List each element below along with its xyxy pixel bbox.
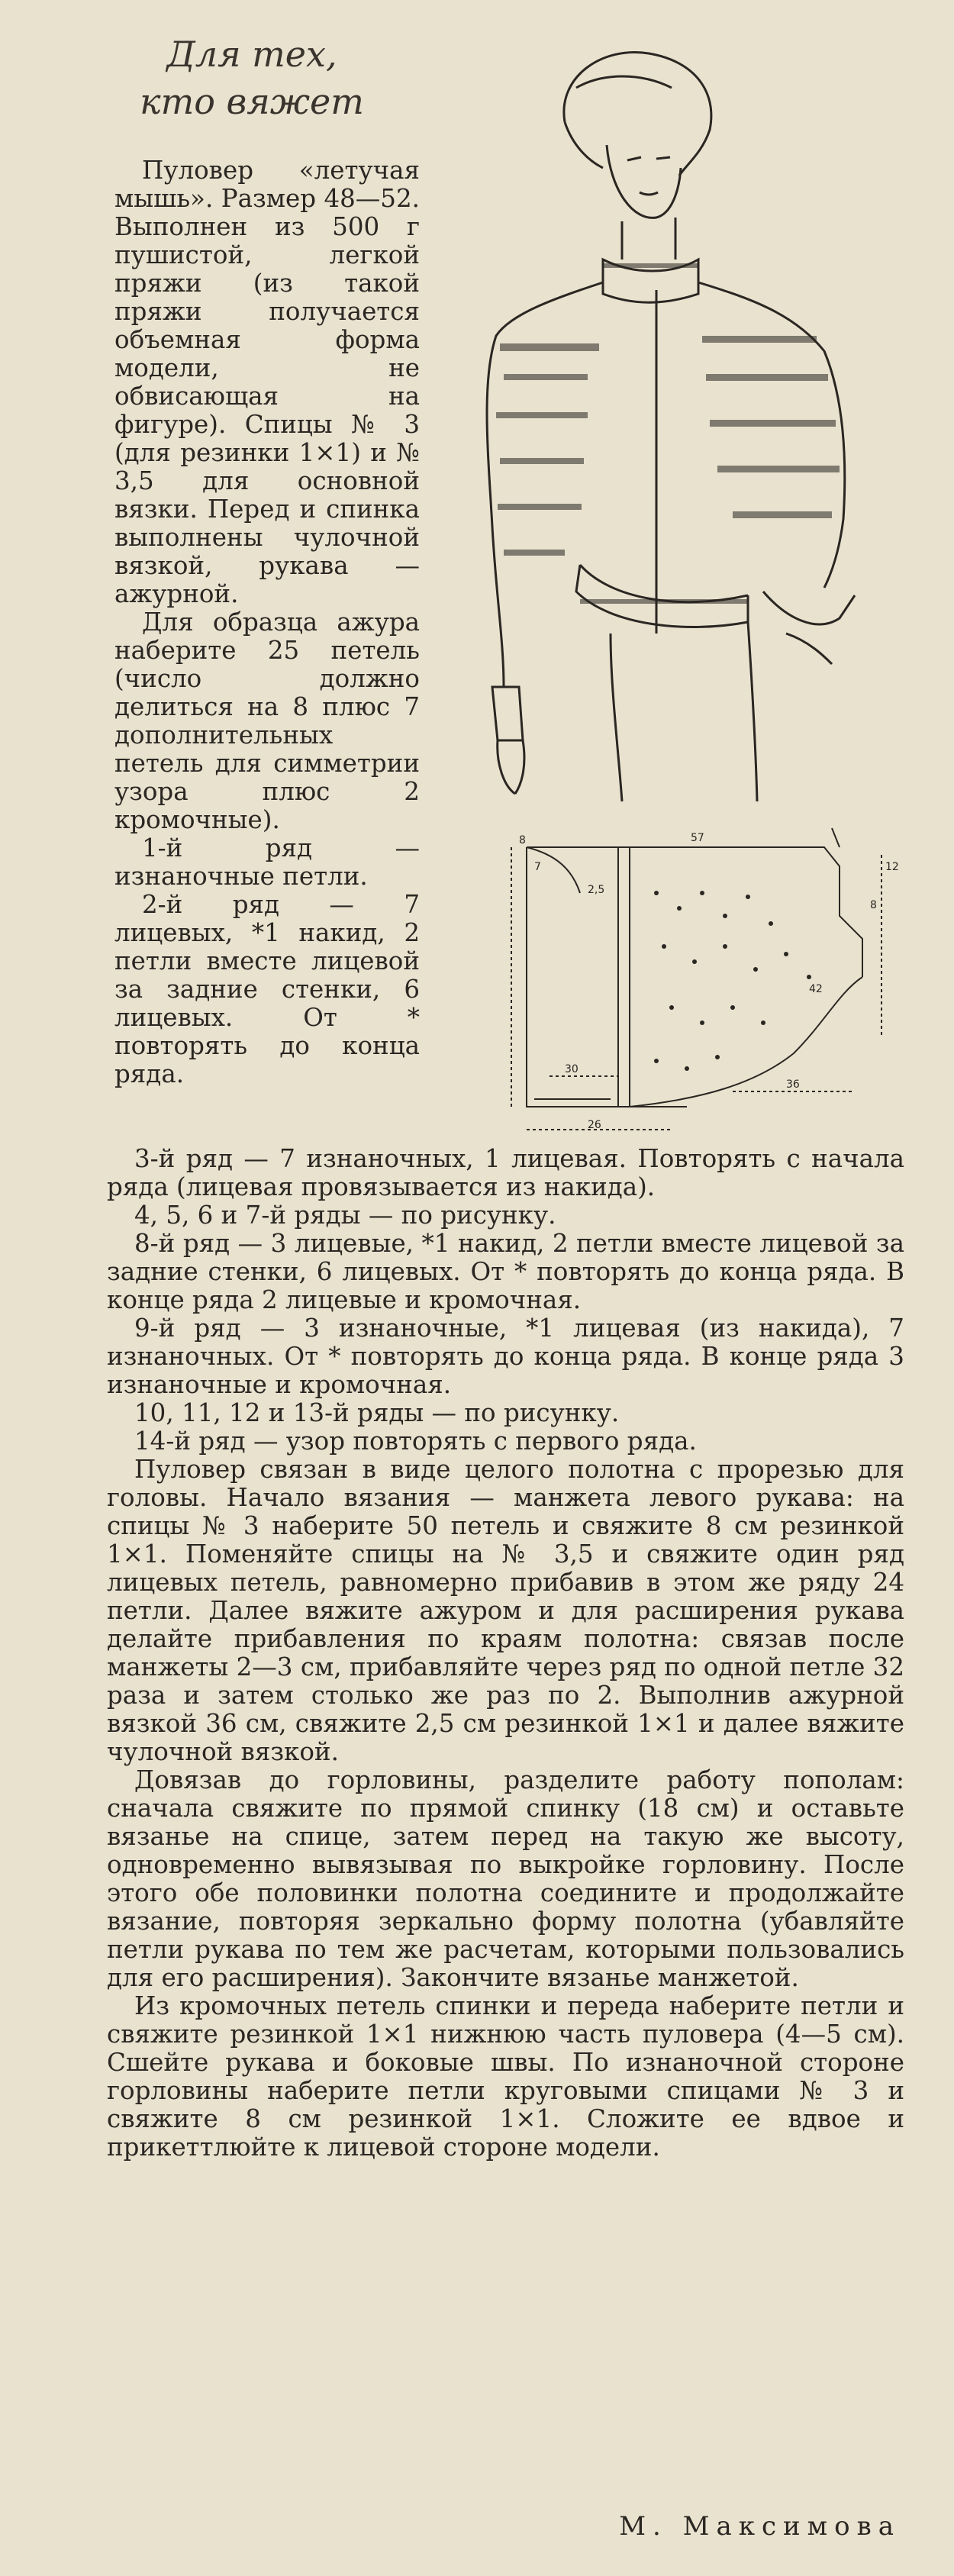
rows-10-13-paragraph: 10, 11, 12 и 13-й ряды — по рисунку. [134, 1398, 620, 1427]
pattern-label-neck: 2,5 [588, 884, 605, 896]
pattern-label-small-right: 12 [885, 861, 899, 873]
sweater-illustration [427, 31, 901, 809]
rows-4-7-paragraph: 4, 5, 6 и 7-й ряды — по рисунку. [134, 1201, 556, 1230]
pattern-label-small-left: 8 [519, 834, 526, 846]
row-14-paragraph: 14-й ряд — узор повторять с первого ряда. [134, 1427, 697, 1456]
section-heading [92, 31, 412, 125]
row-8-paragraph: 8-й ряд — 3 лицевые, *1 накид, 2 петли вместе лицевой за задние стенки, 6 лицевых. От * повторять до конца ряда. В конце ряда 2 лицевые и кромочная. [107, 1229, 904, 1314]
pattern-label-height: 42 [809, 983, 823, 995]
pattern-label-top: 57 [691, 832, 704, 844]
pattern-label-sleeve: 36 [786, 1078, 800, 1091]
author-signature: М. Максимова [619, 2511, 901, 2542]
finishing-paragraph: Из кромочных петель спинки и переда наберите петли и свяжите резинкой 1×1 нижнюю часть пуловера (4—5 см). Сшейте рукава и боковые швы. По изнаночной стороне горловины наберите петли круговыми спицами № 3 и свяжите 8 см резинкой 1×1. Сложите ее вдвое и прикеттлюйте к лицевой стороне модели. [107, 1991, 904, 2162]
sample-paragraph: Для образца ажура наберите 25 петель (число должно делиться на 8 плюс 7 дополнительных петель для симметрии узора плюс 2 кромочные). [114, 608, 420, 834]
pattern-label-cuff: 30 [565, 1063, 579, 1075]
intro-paragraph: Пуловер «летучая мышь». Размер 48—52. Выполнен из 500 г пушистой, легкой пряжи (из такой пряжи получается объемная форма модели, не обвисающая на фигуре). Спицы № 3 (для резинки 1×1) и № 3,5 для основной вязки. Перед и спинка выполнены чулочной вязкой, рукава — ажурной. [114, 156, 420, 608]
construction-paragraph: Пуловер связан в виде целого полотна с прорезью для головы. Начало вязания — манжета левого рукава: на спицы № 3 наберите 50 петель и свяжите 8 см резинкой 1×1. Поменяйте спицы на № 3,5 и свяжите один ряд лицевых петель, равномерно прибавив в этом же ряду 24 петли. Далее вяжите ажуром и для расширения рукава делайте прибавления по краям полотна: связав после манжеты 2—3 см, прибавляйте через ряд по одной петле 32 раза и затем столько же раз по 2. Выполнив ажурной вязкой 36 см, свяжите 2,5 см резинкой 1×1 и далее вяжите чулочной вязкой. [107, 1455, 904, 1766]
row-3-paragraph: 3-й ряд — 7 изнаночных, 1 лицевая. Повторять с начала ряда (лицевая провязывается из накида). [107, 1144, 904, 1201]
intro-column [114, 156, 420, 1088]
pattern-diagram [504, 824, 901, 1137]
row-2-paragraph: 2-й ряд — 7 лицевых, *1 накид, 2 петли вместе лицевой за задние стенки, 6 лицевых. От * повторять до конца ряда. [114, 890, 420, 1088]
row-9-paragraph: 9-й ряд — 3 изнаночные, *1 лицевая (из накида), 7 изнаночных. От * повторять до конца ряда. В конце ряда 3 изнаночные и кромочная. [107, 1314, 904, 1399]
row-1-paragraph: 1-й ряд — изнаночные петли. [114, 833, 420, 891]
main-text [107, 1145, 904, 2162]
pattern-label-cuff-height: 8 [870, 899, 877, 911]
neckline-paragraph: Довязав до горловины, разделите работу пополам: сначала свяжите по прямой спинку (18 см) и оставьте вязанье на спице, затем перед на такую же высоту, одновременно вывязывая по выкройке горловину. После этого обе половинки полотна соедините и продолжайте вязание, повторяя зеркально форму полотна (убавляйте петли рукава по тем же расчетам, которыми пользовались для его расширения). Закончите вязанье манжетой. [107, 1765, 904, 1992]
heading-line-1: Для тех, [166, 34, 337, 75]
pattern-label-neck-small: 7 [534, 861, 541, 873]
pattern-label-bottom: 26 [588, 1119, 601, 1131]
heading-line-2: кто вяжет [140, 81, 364, 122]
